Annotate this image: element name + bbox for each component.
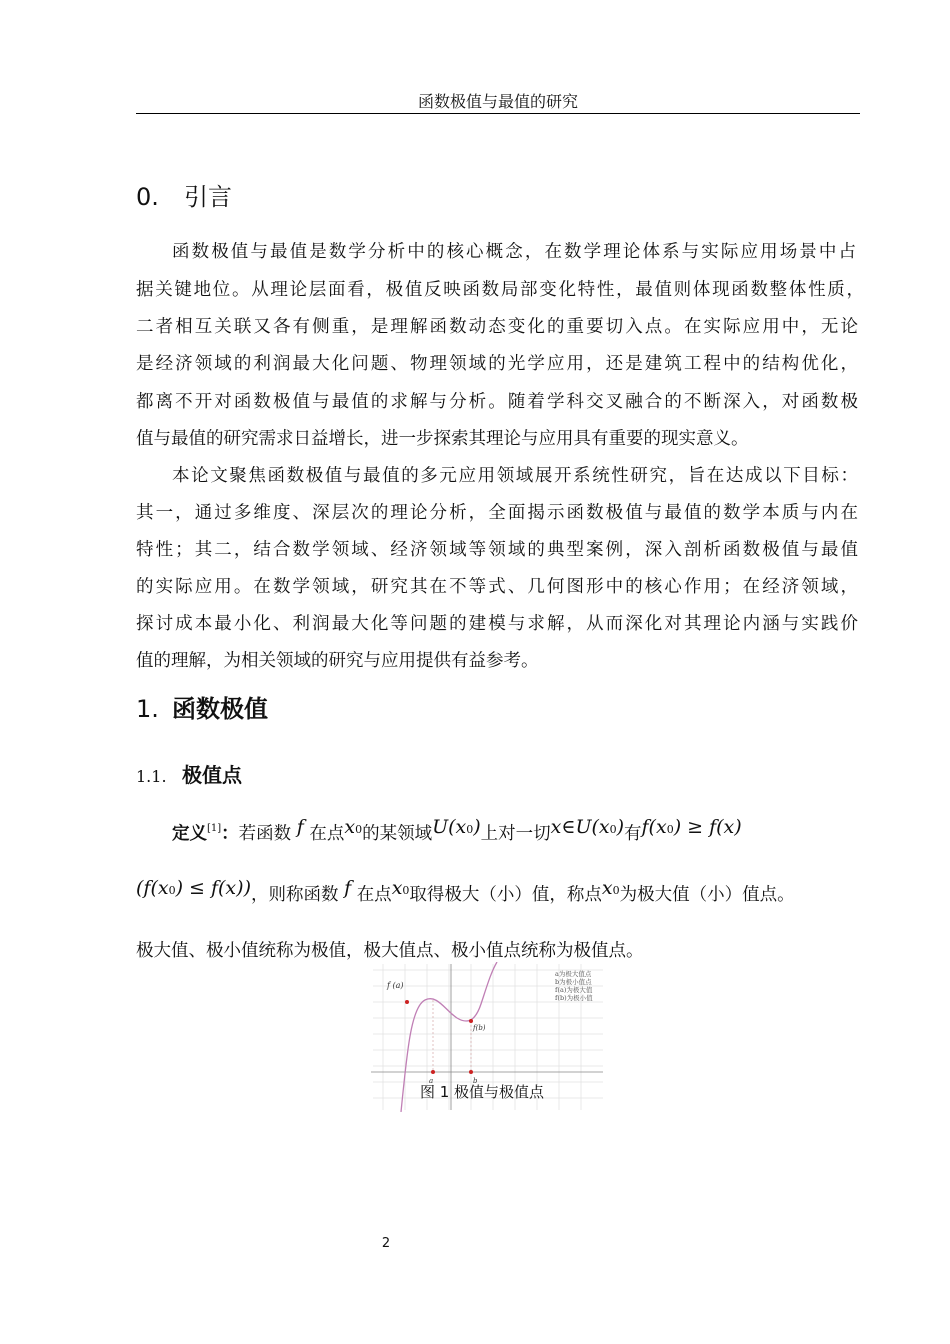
text-line: 本论文聚焦函数极值与最值的多元应用领域展开系统性研究，旨在达成以下目标：: [172, 466, 858, 486]
math-x0: [602, 877, 620, 899]
definition-line-2: [136, 877, 795, 908]
label-fb: f(b): [473, 1024, 486, 1032]
definition-text: 取得极大（小）值，称点: [409, 885, 602, 905]
math-sub: 0: [612, 884, 620, 897]
math-f: f: [344, 877, 352, 899]
section-0-number: 0.: [136, 183, 159, 211]
legend-item: a为极大值点: [555, 970, 592, 978]
definition-text: 在点: [356, 885, 392, 905]
citation: [1]: [207, 823, 222, 834]
definition-colon: ：: [221, 824, 239, 844]
definition-text: 在点: [309, 824, 345, 844]
legend-item: f(b)为极小值: [555, 994, 593, 1002]
text-line: 是经济领域的利润最大化问题、物理领域的光学应用，还是建筑工程中的结构优化，: [136, 354, 858, 374]
definition-text: 为极大值（小）值点。: [619, 885, 795, 905]
math-sub: 0: [355, 823, 363, 836]
section-1-1-title: 极值点: [182, 763, 242, 787]
section-1-1-heading: [136, 762, 242, 790]
math-sub: 0: [402, 884, 410, 897]
math-inequality-2: [136, 877, 251, 899]
math-sub: 0: [466, 823, 474, 836]
section-1-heading: [136, 694, 268, 724]
math-neighborhood: U(x0): [432, 816, 481, 838]
math-sub: 0: [666, 823, 674, 836]
definition-text: 若函数: [238, 824, 292, 844]
math-x: x: [391, 877, 403, 899]
point-b: [469, 1070, 473, 1074]
text-line: 的实际应用。在数学领域，研究其在不等式、几何图形中的核心作用；在经济领域，: [136, 577, 858, 597]
math-text: ) ≥ f(x): [673, 816, 742, 838]
text-line: 二者相互关联又各有侧重，是理解函数动态变化的重要切入点。在实际应用中，无论: [136, 317, 858, 337]
section-1-title: 函数极值: [172, 695, 268, 723]
header-rule: [136, 113, 860, 114]
definition-line-3: 极大值、极小值统称为极值，极大值点、极小值点统称为极值点。: [136, 941, 644, 961]
math-text: f(x: [641, 816, 667, 838]
text-line: 值的理解，为相关领域的研究与应用提供有益参考。: [136, 651, 539, 671]
math-inequality-1: [642, 816, 742, 838]
math-f: f: [296, 816, 304, 838]
section-1-1-number: 1.1.: [136, 767, 167, 786]
legend-item: b为极小值点: [555, 978, 592, 986]
text-line: 都离不开对函数极值与最值的求解与分析。随着学科交叉融合的不断深入，对函数极: [136, 392, 858, 412]
figure-caption: 图 1 极值与极值点: [419, 1083, 545, 1101]
text-line: 特性；其二，结合数学领域、经济领域等领域的典型案例，深入剖析函数极值与最值: [136, 540, 858, 560]
math-U: U: [432, 816, 449, 838]
label-fa: f (a): [387, 981, 404, 990]
math-x0: [392, 877, 410, 899]
point-a: [431, 1070, 435, 1074]
label-a: a: [429, 1077, 434, 1085]
definition-text: 的某领域: [362, 824, 433, 844]
definition-text: ，则称函数: [250, 885, 339, 905]
math-set-text: x∈U(x: [550, 816, 610, 838]
math-set: x∈U(x0): [550, 816, 625, 838]
min-point: [469, 1019, 473, 1023]
definition-text: 上对一切: [480, 824, 551, 844]
text-line: 其一，通过多维度、深层次的理论分析，全面揭示函数极值与最值的数学本质与内在: [136, 503, 858, 523]
running-header: 函数极值与最值的研究: [417, 92, 578, 111]
math-x: x: [601, 877, 613, 899]
math-text: ) ≤ f(x)): [175, 877, 251, 899]
definition-label: 定义: [172, 824, 207, 844]
math-sub: 0: [609, 823, 617, 836]
math-sub: 0: [168, 884, 176, 897]
legend-item: f(a)为极大值: [555, 986, 593, 994]
page-number: 2: [381, 1236, 391, 1251]
figure-legend: [555, 969, 593, 1002]
math-x: x: [344, 816, 356, 838]
math-x0: [344, 816, 362, 838]
section-0-heading: [136, 182, 232, 212]
text-line: 探讨成本最小化、利润最大化等问题的建模与求解，从而深化对其理论内涵与实践价: [136, 614, 858, 634]
math-text: (f(x: [136, 877, 169, 899]
definition-text: 有: [624, 824, 642, 844]
section-0-title: 引言: [184, 183, 232, 211]
text-line: 函数极值与最值是数学分析中的核心概念，在数学理论体系与实际应用场景中占: [172, 242, 856, 262]
definition-line-1: [172, 816, 742, 848]
text-line: 值与最值的研究需求日益增长，进一步探索其理论与应用具有重要的现实意义。: [136, 429, 749, 449]
section-1-number: 1.: [136, 695, 159, 723]
max-point: [405, 1000, 409, 1004]
label-b: b: [473, 1077, 478, 1085]
text-line: 据关键地位。从理论层面看，极值反映函数局部变化特性，最值则体现函数整体性质，: [136, 280, 864, 300]
